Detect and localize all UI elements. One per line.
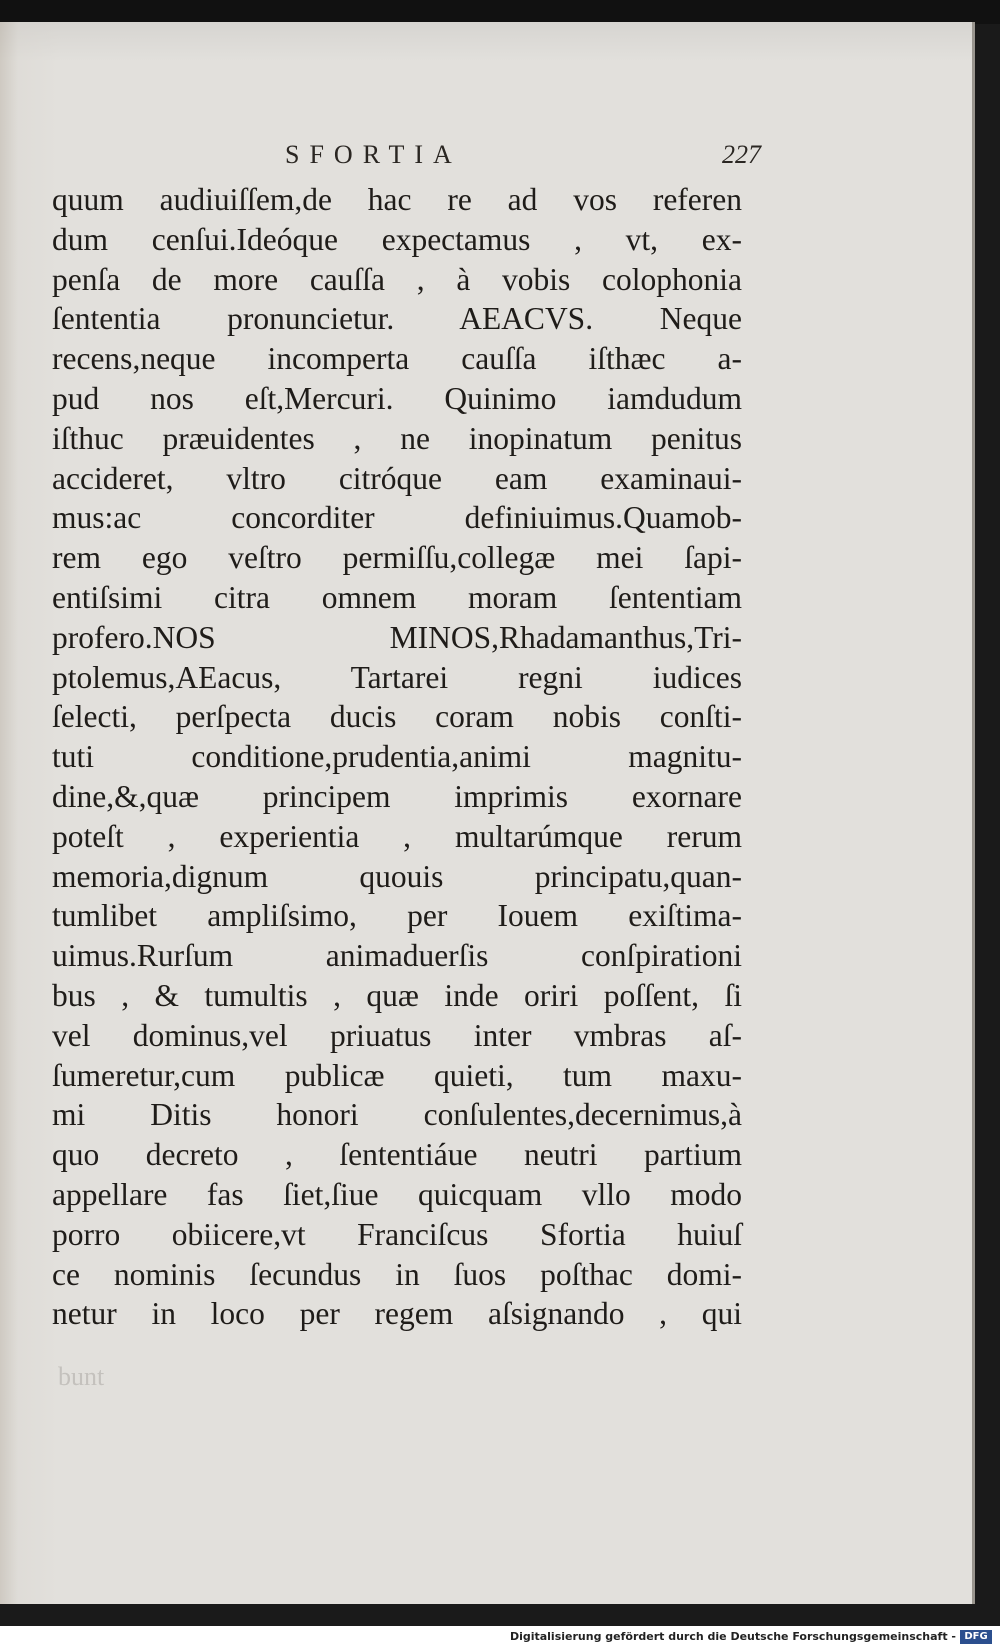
- text-line: ſelecti, perſpecta ducis coram nobis conſti-: [52, 699, 742, 735]
- dfg-logo: DFG: [960, 1630, 992, 1644]
- text-line: ce nominis ſecundus in ſuos poſthac domi-: [52, 1256, 742, 1292]
- text-line: mus:ac concorditer definiuimus.Quamob-: [52, 500, 742, 536]
- text-line: entiſsimi citra omnem moram ſententiam: [52, 579, 742, 615]
- page-number: 227: [722, 140, 761, 169]
- catchword: bunt: [58, 1362, 105, 1391]
- text-line: memoria,dignum quouis principatu,quan-: [52, 858, 742, 894]
- text-line: poteſt , experientia , multarúmque rerum: [52, 818, 742, 854]
- text-line: tuti conditione,prudentia,animi magnitu-: [52, 739, 742, 775]
- text-line: bus , & tumultis , quæ inde oriri poſſent, ſi: [52, 977, 742, 1013]
- book-page: [0, 22, 975, 1604]
- text-line: ptolemus,AEacus, Tartarei regni iudices: [52, 659, 742, 695]
- scan-top-border: [0, 0, 1000, 24]
- text-line: appellare fas ſiet,ſiue quicquam vllo modo: [52, 1176, 742, 1212]
- text-line: porro obiicere,vt Franciſcus Sfortia huiuſ: [52, 1216, 742, 1252]
- text-line: recens,neque incomperta cauſſa iſthæc a-: [52, 341, 742, 377]
- text-line: profero.NOS MINOS,Rhadamanthus,Tri-: [52, 619, 742, 655]
- text-line: uimus.Rurſum animaduerſis conſpirationi: [52, 938, 742, 974]
- text-line: ſumeretur,cum publicæ quieti, tum maxu-: [52, 1057, 742, 1093]
- text-line: penſa de more cauſſa , à vobis colophonia: [52, 261, 742, 297]
- body-text: [52, 180, 742, 1334]
- text-line: iſthuc præuidentes , ne inopinatum penitus: [52, 420, 742, 456]
- text-line: dum cenſui.Ideóque expectamus , vt, ex-: [52, 221, 742, 257]
- text-line: pud nos eſt,Mercuri. Quinimo iamdudum: [52, 380, 742, 416]
- text-line: quum audiuiſſem,de hac re ad vos referen: [52, 182, 742, 217]
- text-line: ſententia pronuncietur. AEACVS. Neque: [52, 301, 742, 337]
- text-line: dine,&,quæ principem imprimis exornare: [52, 778, 742, 814]
- funding-notice: Digitalisierung gefördert durch die Deutsche Forschungsgemeinschaft -: [509, 1630, 956, 1643]
- running-title: SFORTIA: [285, 140, 462, 169]
- text-line: accideret, vltro citróque eam examinaui-: [52, 460, 742, 496]
- text-line: tumlibet ampliſsimo, per Iouem exiſtima-: [52, 898, 742, 934]
- text-line: quo decreto , ſententiáue neutri partium: [52, 1137, 742, 1173]
- text-line: netur in loco per regem aſsignando , qui: [52, 1296, 742, 1332]
- text-line: mi Ditis honori conſulentes,decernimus,à: [52, 1097, 742, 1133]
- text-line: vel dominus,vel priuatus inter vmbras aſ-: [52, 1017, 742, 1053]
- text-line: rem ego veſtro permiſſu,collegæ mei ſapi-: [52, 540, 742, 576]
